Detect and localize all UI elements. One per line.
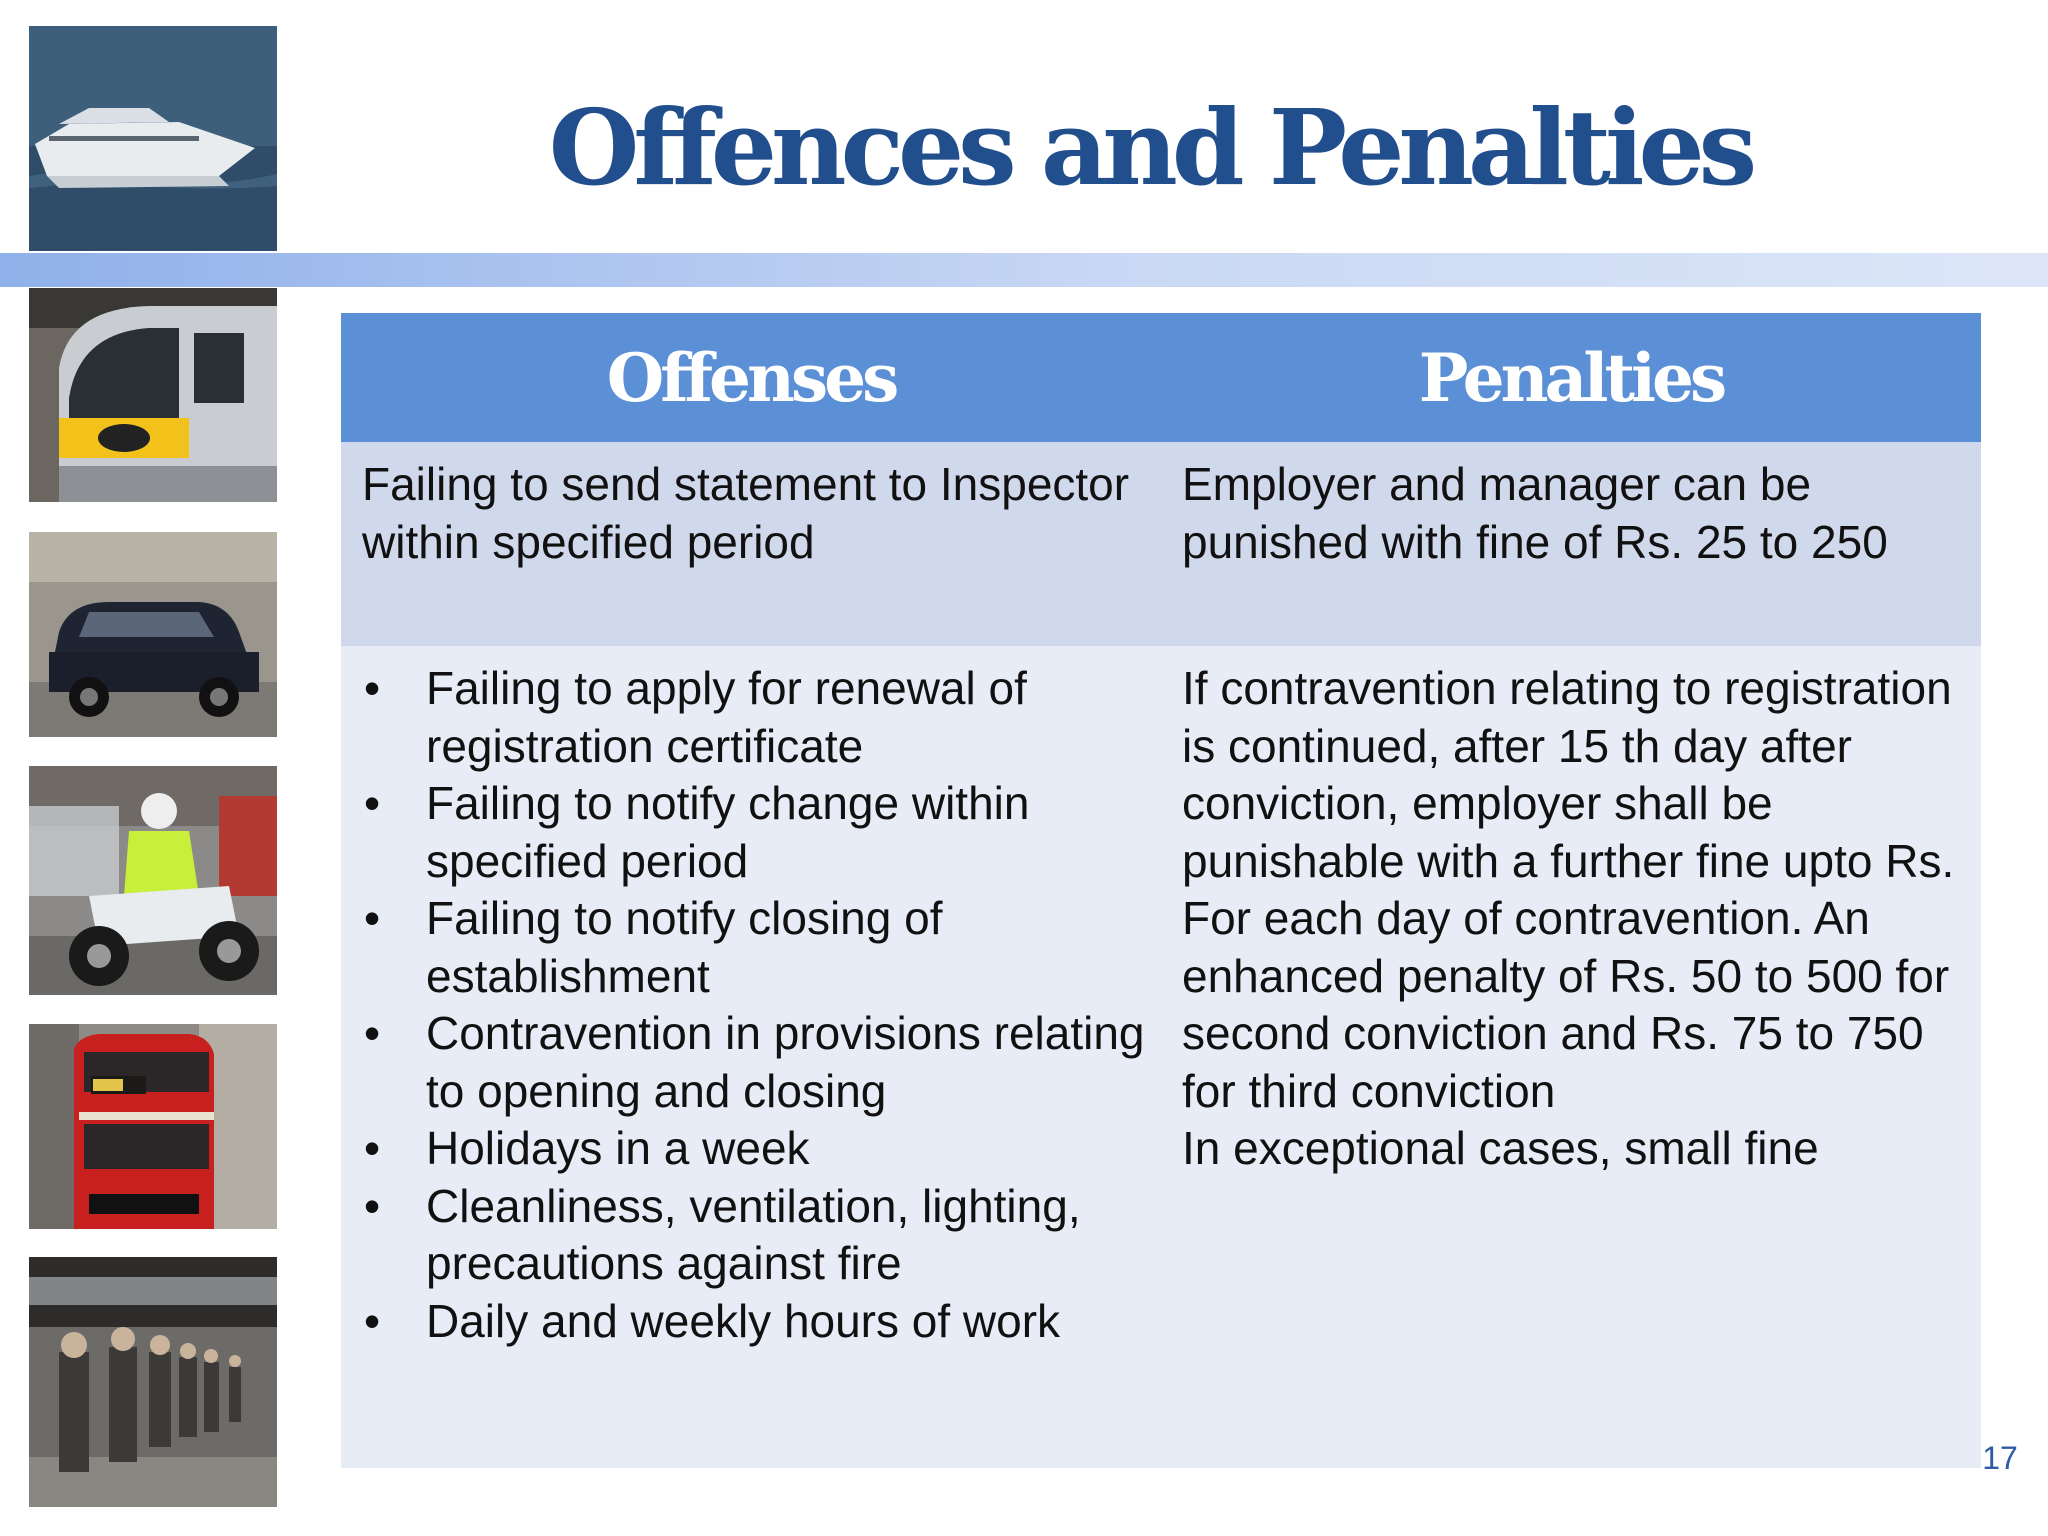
- ferry-photo: [29, 26, 277, 251]
- page-number: 17: [1982, 1440, 2018, 1476]
- title-underline-band: [0, 253, 2048, 287]
- table-row: [341, 442, 1981, 646]
- offense-bullet: • Contravention in provisions relating to opening and closing: [362, 1005, 1145, 1120]
- penalty-cell: [1161, 646, 1981, 1468]
- table-row: [341, 646, 1981, 1468]
- offense-text: Failing to send statement to Inspector within specified period: [362, 458, 1130, 568]
- offense-cell: [341, 442, 1161, 646]
- offense-bullet: • Daily and weekly hours of work: [362, 1293, 1145, 1351]
- penalty-text: If contravention relating to registration is continued, after 15 th day after conviction, employer shall be punishable with a further fine upto Rs. For each day of contravention. An enhanced penalty of Rs. 50 to 500 for second conviction and Rs. 75 to 750 for third conviction: [1182, 662, 1955, 1117]
- offense-bullet: • Failing to notify change within specified period: [362, 775, 1145, 890]
- commuters-photo: [29, 1257, 277, 1507]
- header-offenses: Offenses: [606, 338, 896, 417]
- offense-bullet-list: [362, 660, 1145, 1350]
- offense-bullet: • Failing to apply for renewal of registration certificate: [362, 660, 1145, 775]
- offense-bullet: • Cleanliness, ventilation, lighting, precautions against fire: [362, 1178, 1145, 1293]
- header-penalties: Penalties: [1418, 338, 1724, 417]
- taxi-photo: [29, 532, 277, 737]
- offense-bullet: • Holidays in a week: [362, 1120, 1145, 1178]
- slide-title: Offences and Penalties: [548, 86, 1752, 209]
- bus-photo: [29, 1024, 277, 1229]
- table-header: [341, 313, 1981, 442]
- penalty-cell: [1161, 442, 1981, 646]
- offences-penalties-table: [341, 313, 1981, 1468]
- penalty-note: In exceptional cases, small fine: [1182, 1122, 1819, 1174]
- train-photo: [29, 288, 277, 502]
- police-motorcycle-photo: [29, 766, 277, 995]
- penalty-text: Employer and manager can be punished with fine of Rs. 25 to 250: [1182, 458, 1888, 568]
- offense-bullet: • Failing to notify closing of establishment: [362, 890, 1145, 1005]
- offense-cell: [341, 646, 1161, 1468]
